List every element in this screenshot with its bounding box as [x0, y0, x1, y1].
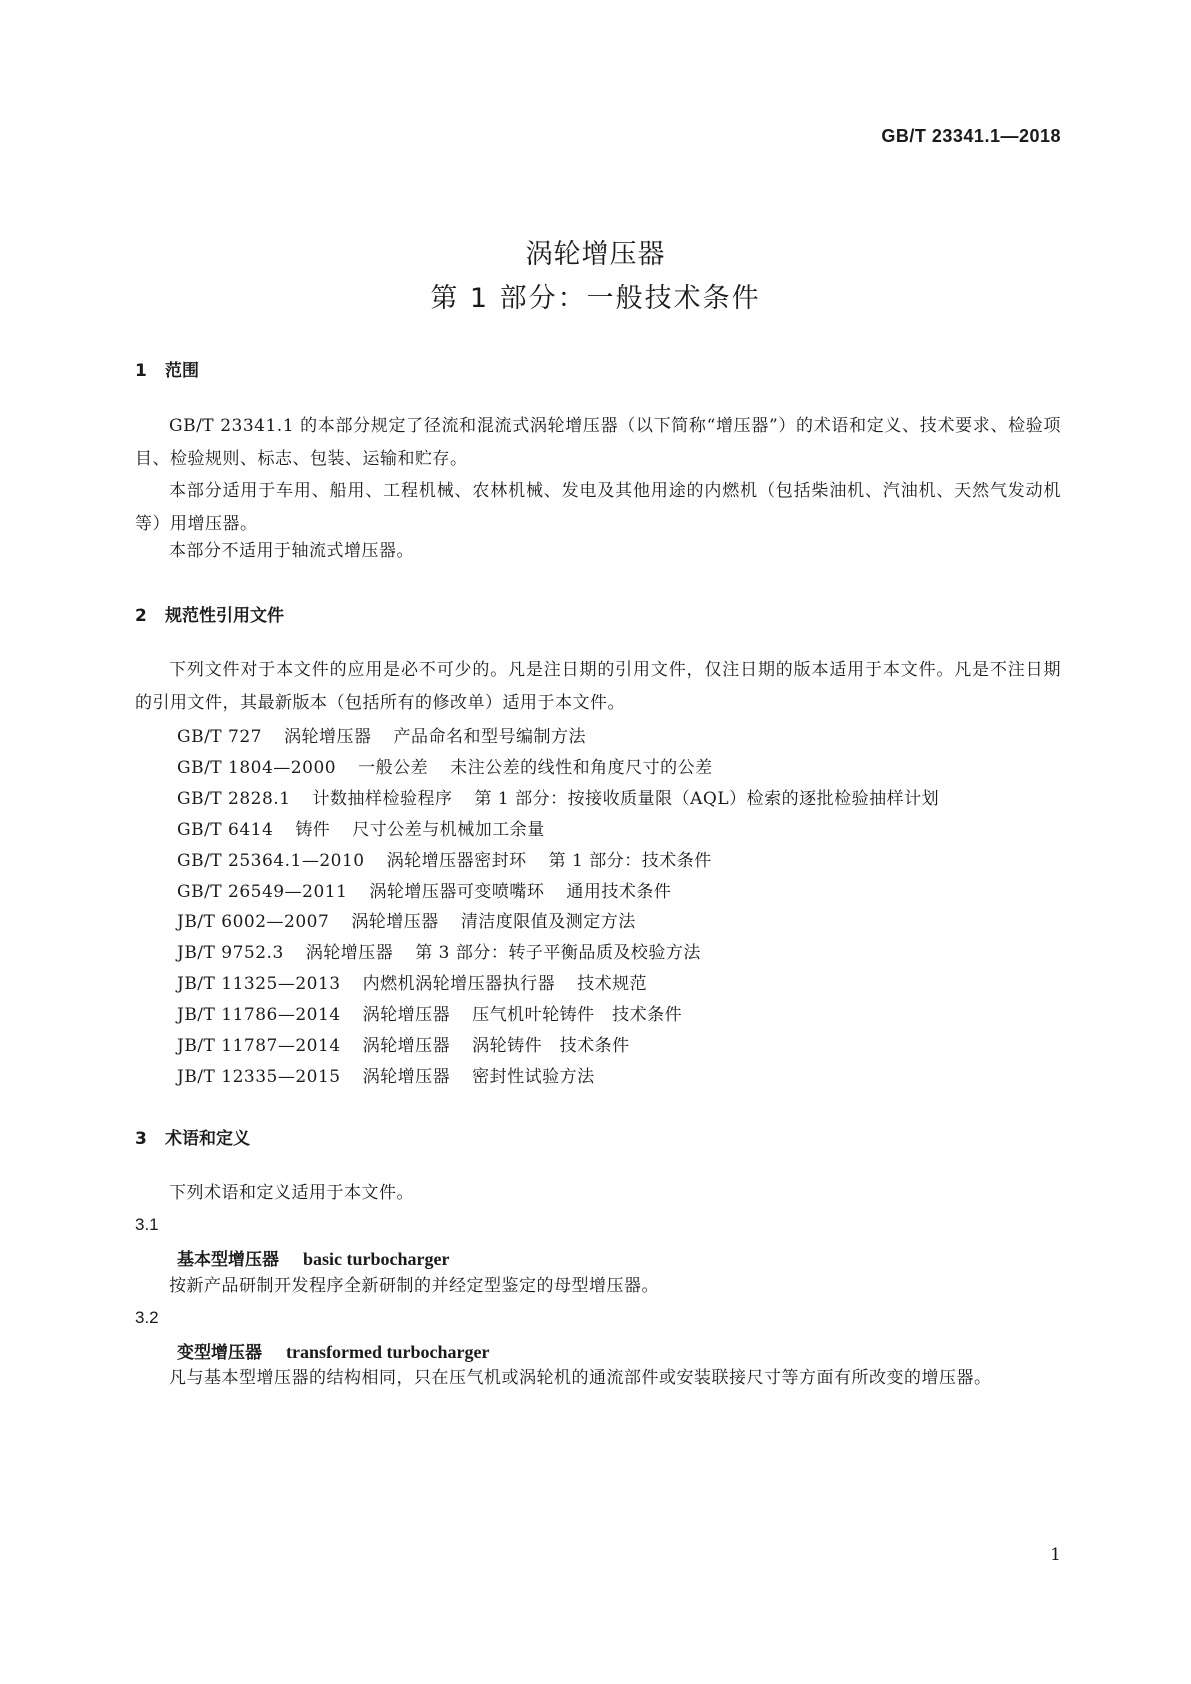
term-entry: [177, 1245, 449, 1270]
reference-item: [177, 1031, 630, 1056]
section-heading-terms-and-definitions: [135, 1124, 250, 1149]
reference-item: [177, 784, 939, 809]
reference-subtitle: 涡轮铸件 技术条件: [472, 1036, 630, 1056]
reference-title: 涡轮增压器: [362, 1036, 451, 1056]
term-definition: 按新产品研制开发程序全新研制的并经定型鉴定的母型增压器。: [169, 1276, 659, 1296]
reference-item: [177, 1062, 595, 1087]
section-title: 规范性引用文件: [165, 606, 284, 626]
section-heading-scope: [135, 356, 199, 381]
reference-code: GB/T 2828.1: [177, 789, 291, 809]
section-title: 术语和定义: [165, 1129, 250, 1149]
paragraph: 本部分不适用于轴流式增压器。: [169, 541, 414, 561]
reference-title: 涡轮增压器: [351, 912, 439, 932]
page-number: 1: [1050, 1545, 1061, 1565]
reference-title: 计数抽样检验程序: [312, 789, 453, 809]
paragraph: 下列文件对于本文件的应用是必不可少的。凡是注日期的引用文件，仅注日期的版本适用于本文件。凡是不注日期的引用文件，其最新版本（包括所有的修改单）适用于本文件。: [135, 660, 1061, 713]
reference-item: [177, 877, 671, 902]
paragraph: 下列术语和定义适用于本文件。: [169, 1183, 414, 1203]
reference-title: 涡轮增压器可变喷嘴环: [369, 882, 545, 902]
reference-subtitle: 通用技术条件: [566, 882, 672, 902]
reference-subtitle: 清洁度限值及测定方法: [460, 912, 636, 932]
clause-number: 3.1: [135, 1215, 159, 1234]
reference-title: 一般公差: [358, 758, 429, 778]
term-chinese: 基本型增压器: [177, 1250, 279, 1270]
reference-item: [177, 753, 713, 778]
reference-item: [177, 938, 701, 963]
section-title: 范围: [165, 361, 199, 381]
reference-subtitle: 技术规范: [577, 974, 648, 994]
reference-item: [177, 815, 545, 840]
section-number: 3: [135, 1129, 147, 1149]
reference-title: 涡轮增压器密封环: [386, 851, 527, 871]
reference-code: GB/T 26549—2011: [177, 882, 348, 902]
reference-title: 内燃机涡轮增压器执行器: [362, 974, 556, 994]
reference-item: [177, 1000, 682, 1025]
reference-code: GB/T 25364.1—2010: [177, 851, 365, 871]
term-entry: [177, 1338, 489, 1363]
term-chinese: 变型增压器: [177, 1343, 262, 1363]
document-subtitle: 第 1 部分：一般技术条件: [430, 283, 761, 314]
reference-code: GB/T 1804—2000: [177, 758, 337, 778]
reference-subtitle: 产品命名和型号编制方法: [393, 727, 586, 747]
reference-subtitle: 压气机叶轮铸件 技术条件: [472, 1005, 683, 1025]
reference-item: [177, 969, 647, 994]
reference-code: JB/T 11325—2013: [177, 974, 341, 994]
reference-item: [177, 846, 712, 871]
section-number: 1: [135, 361, 147, 381]
term-definition: 凡与基本型增压器的结构相同，只在压气机或涡轮机的通流部件或安装联接尺寸等方面有所改变的增压器。: [169, 1368, 992, 1388]
reference-code: JB/T 11787—2014: [177, 1036, 341, 1056]
reference-subtitle: 密封性试验方法: [472, 1067, 595, 1087]
reference-subtitle: 未注公差的线性和角度尺寸的公差: [450, 758, 713, 778]
reference-title: 涡轮增压器: [362, 1005, 451, 1025]
reference-subtitle: 第 1 部分：技术条件: [548, 851, 712, 871]
reference-subtitle: 尺寸公差与机械加工余量: [352, 820, 545, 840]
section-number: 2: [135, 606, 147, 626]
reference-code: JB/T 9752.3: [177, 943, 284, 963]
reference-code: GB/T 727: [177, 727, 262, 747]
reference-title: 涡轮增压器: [362, 1067, 451, 1087]
reference-item: [177, 722, 586, 747]
reference-subtitle: 第 1 部分：按接收质量限（AQL）检索的逐批检验抽样计划: [474, 789, 940, 809]
term-english: transformed turbocharger: [286, 1342, 490, 1362]
reference-subtitle: 第 3 部分：转子平衡品质及校验方法: [415, 943, 701, 963]
document-title: 涡轮增压器: [525, 239, 666, 270]
reference-code: JB/T 6002—2007: [177, 912, 330, 932]
reference-code: JB/T 12335—2015: [177, 1067, 341, 1087]
term-english: basic turbocharger: [303, 1249, 450, 1269]
clause-number: 3.2: [135, 1308, 159, 1327]
reference-code: GB/T 6414: [177, 820, 274, 840]
reference-title: 铸件: [295, 820, 331, 840]
reference-item: [177, 907, 636, 932]
standard-code: GB/T 23341.1—2018: [881, 126, 1061, 146]
section-heading-normative-references: [135, 601, 284, 626]
paragraph: 本部分适用于车用、船用、工程机械、农林机械、发电及其他用途的内燃机（包括柴油机、汽油机、天然气发动机等）用增压器。: [135, 481, 1061, 534]
reference-title: 涡轮增压器: [284, 727, 372, 747]
reference-code: JB/T 11786—2014: [177, 1005, 341, 1025]
reference-title: 涡轮增压器: [305, 943, 394, 963]
paragraph: GB/T 23341.1 的本部分规定了径流和混流式涡轮增压器（以下简称“增压器”）的术语和定义、技术要求、检验项目、检验规则、标志、包装、运输和贮存。: [135, 416, 1061, 469]
